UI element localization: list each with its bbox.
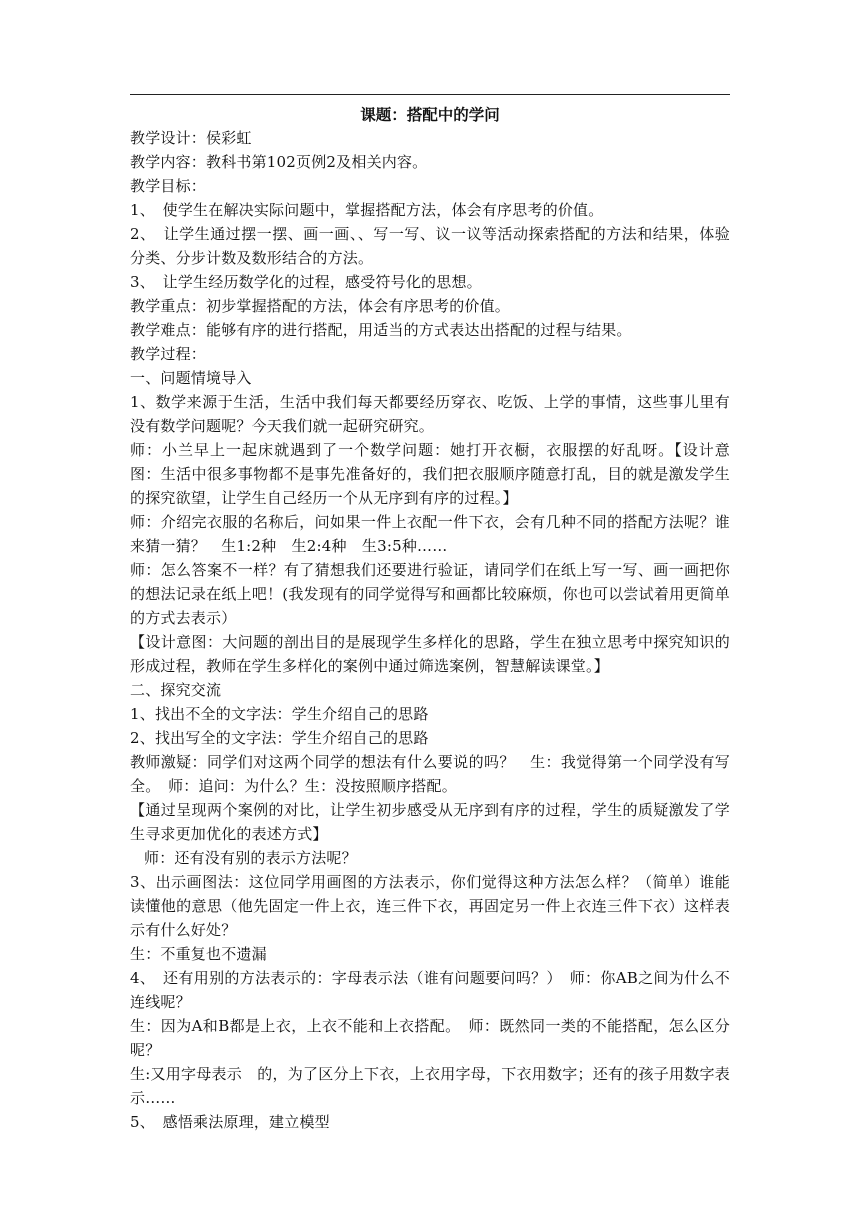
section-heading: 二、探究交流 <box>130 681 222 699</box>
paragraph: 教学难点：能够有序的进行搭配，用适当的方式表达出搭配的过程与结果。 <box>130 321 632 339</box>
paragraph: 生：不重复也不遗漏 <box>130 945 267 963</box>
paragraph: 生：因为A和B都是上衣，上衣不能和上衣搭配。 师：既然同一类的不能搭配，怎么区分呢？ <box>130 1017 730 1059</box>
paragraph: 教学设计：侯彩虹 <box>130 129 252 147</box>
paragraph: 教师激疑：同学们对这两个同学的想法有什么要说的吗？ 生：我觉得第一个同学没有写全。 师：追问：为什么？生：没按照顺序搭配。 <box>130 753 730 795</box>
paragraph: 师：还有没有别的表示方法呢？ <box>144 849 357 867</box>
header-rule <box>130 94 730 95</box>
paragraph: 2、找出写全的文字法：学生介绍自己的思路 <box>130 729 429 747</box>
paragraph: 3、 让学生经历数学化的过程，感受符号化的思想。 <box>130 273 482 291</box>
paragraph: 1、 使学生在解决实际问题中，掌握搭配方法，体会有序思考的价值。 <box>130 201 604 219</box>
paragraph: 4、 还有用别的方法表示的：字母表示法（谁有问题要问吗？） 师：你AB之间为什么不连线呢？ <box>130 969 730 1011</box>
paragraph: 师：小兰早上一起床就遇到了一个数学问题：她打开衣橱，衣服摆的好乱呀。【设计意图：生活中很多事物都不是事先准备好的，我们把衣服顺序随意打乱，目的就是激发学生的探究欲望，让学生自己经历一个从无序到有序的过程。】 <box>130 441 730 507</box>
paragraph: 教学过程： <box>130 345 207 363</box>
lesson-title: 课题：搭配中的学问 <box>360 106 500 124</box>
document-body <box>130 126 730 1134</box>
paragraph: 5、 感悟乘法原理，建立模型 <box>130 1113 330 1131</box>
paragraph: 生:又用字母表示 的，为了区分上下衣，上衣用字母，下衣用数字；还有的孩子用数字表示…… <box>130 1065 730 1107</box>
design-intent-note: 【通过呈现两个案例的对比，让学生初步感受从无序到有序的过程，学生的质疑激发了学生寻求更加优化的表述方式】 <box>130 801 730 843</box>
paragraph: 师：怎么答案不一样？有了猜想我们还要进行验证，请同学们在纸上写一写、画一画把你的想法记录在纸上吧！(我发现有的同学觉得写和画都比较麻烦，你也可以尝试着用更简单的方式去表示） <box>130 561 730 627</box>
paragraph: 1、数学来源于生活，生活中我们每天都要经历穿衣、吃饭、上学的事情，这些事儿里有没有数学问题呢？今天我们就一起研究研究。 <box>130 393 730 435</box>
paragraph: 教学目标： <box>130 177 207 195</box>
paragraph: 1、找出不全的文字法：学生介绍自己的思路 <box>130 705 429 723</box>
paragraph: 教学内容：教科书第102页例2及相关内容。 <box>130 153 428 171</box>
paragraph: 师：介绍完衣服的名称后，问如果一件上衣配一件下衣，会有几种不同的搭配方法呢？谁来猜一猜？ 生1:2种 生2:4种 生3:5种…… <box>130 513 730 555</box>
design-intent-note: 【设计意图：大问题的剖出目的是展现学生多样化的思路，学生在独立思考中探究知识的形成过程，教师在学生多样化的案例中通过筛选案例，智慧解读课堂。】 <box>130 633 730 675</box>
paragraph: 2、 让学生通过摆一摆、画一画、、写一写、议一议等活动探索搭配的方法和结果，体验分类、分步计数及数形结合的方法。 <box>130 225 730 267</box>
paragraph: 教学重点：初步掌握搭配的方法，体会有序思考的价值。 <box>130 297 511 315</box>
paragraph: 3、出示画图法：这位同学用画图的方法表示，你们觉得这种方法怎么样？（简单）谁能读懂他的意思（他先固定一件上衣，连三件下衣，再固定另一件上衣连三件下衣）这样表示有什么好处？ <box>130 873 730 939</box>
section-heading: 一、问题情境导入 <box>130 369 252 387</box>
